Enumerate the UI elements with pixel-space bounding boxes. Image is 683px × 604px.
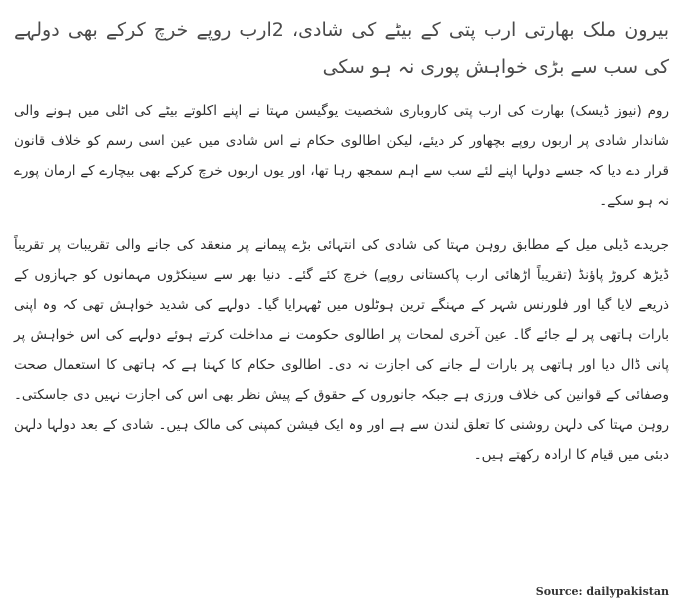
news-article: [14, 12, 669, 484]
article-paragraph-1: روم (نیوز ڈیسک) بھارت کی ارب پتی کاروباری شخصیت یوگیسن مہتا نے اپنے اکلوتے بیٹے کی اٹلی میں ہونے والی شاندار شادی پر اربوں روپے بچھاور کر دیئے، لیکن اطالوی حکام نے اس شادی میں عین اسی رسم کو خلاف قانون قرار دے دیا کہ جسے دولہا اپنے لئے سب سے اہم سمجھ رہا تھا، اور یوں اربوں خرچ کرکے بھی بیچارے کے ارمان پورے نہ ہو سکے۔: [14, 103, 669, 209]
source-credit: Source: dailypakistan: [535, 585, 669, 598]
article-headline: بیرون ملک بھارتی ارب پتی کے بیٹے کی شادی، 2ارب روپے خرچ کرکے بھی دولہے کی سب سے بڑی خواہش پوری نہ ہو سکی: [14, 19, 669, 78]
article-paragraph-2: جریدے ڈیلی میل کے مطابق روہن مہتا کی شادی کی انتہائی بڑے پیمانے پر منعقد کی جانے والی تقریبات پر تقریباً ڈیڑھ کروڑ پاؤنڈ (تقریباً اڑھائی ارب پاکستانی روپے) خرچ کئے گئے۔ دنیا بھر سے سینکڑوں مہمانوں کو جہازوں کے ذریعے لایا گیا اور فلورنس شہر کے مہنگے ترین ہوٹلوں میں ٹھہرایا گیا۔ دولہے کی شدید خواہش تھی کہ وہ اپنی بارات ہاتھی پر لے جائے گا۔ عین آخری لمحات پر اطالوی حکومت نے مداخلت کرتے ہوئے دولہے کی اس خواہش پر پانی ڈال دیا اور ہاتھی پر بارات لے جانے کی اجازت نہ دی۔ اطالوی حکام کا کہنا ہے کہ ہاتھی کا استعمال صحت وصفائی کے قوانین کی خلاف ورزی ہے جبکہ جانوروں کے حقوق کے پیش نظر بھی اس کی اجازت نہیں دی جاسکتی۔ روہن مہتا کی دلہن روشنی کا تعلق لندن سے ہے اور وہ ایک فیشن کمپنی کی مالک ہیں۔ شادی کے بعد دولہا دلہن دبئی میں قیام کا ارادہ رکھتے ہیں۔: [14, 237, 669, 463]
